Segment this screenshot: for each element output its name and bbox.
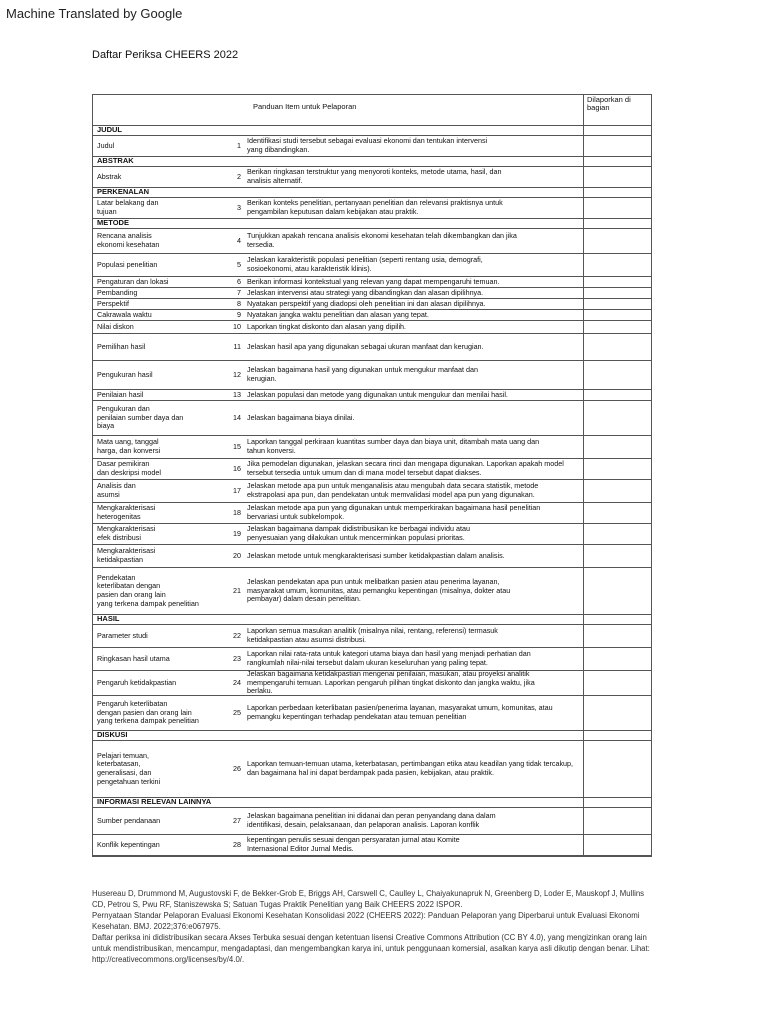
topic-label [97, 808, 219, 834]
item-guidance-line: Nyatakan jangka waktu penelitian dan alasan yang tepat. [247, 309, 429, 319]
table-row [93, 524, 651, 545]
topic-label-line: tujuan [97, 207, 117, 216]
item-guidance-line: Laporkan temuan-temuan utama, keterbatasan, pertimbangan etika atau keadilan yang tidak tercakup, [247, 759, 574, 769]
reported-cell [583, 321, 652, 333]
table-row [93, 648, 651, 671]
table-row [93, 198, 651, 219]
reported-cell [583, 524, 652, 544]
section-header [93, 798, 651, 808]
topic-label [97, 696, 219, 730]
item-number: 28 [233, 839, 241, 849]
item-guidance-line: dan bagaimana hal ini dapat berdampak pada pasien, kebijakan, atau praktik. [247, 768, 494, 777]
topic-label-line: asumsi [97, 490, 120, 499]
table-row [93, 808, 651, 835]
reported-cell [583, 167, 652, 187]
item-guidance-line: Berikan ringkasan terstruktur yang menyoroti konteks, metode utama, hasil, dan [247, 167, 502, 177]
topic-label-line: keterbatasan, [97, 759, 141, 769]
item-guidance [243, 568, 579, 614]
topic-label-line: Nilai diskon [97, 321, 134, 331]
item-number: 3 [237, 202, 241, 212]
reported-cell [583, 459, 652, 479]
topic-label [97, 671, 219, 695]
table-row [93, 288, 651, 299]
item-guidance [243, 229, 579, 253]
topic-label-line: Pengukuran dan [97, 404, 150, 414]
topic-label-line: Mengkarakterisasi [97, 524, 156, 534]
item-guidance [243, 277, 579, 287]
reported-cell [583, 229, 652, 253]
item-number: 9 [237, 309, 241, 319]
table-row [93, 229, 651, 254]
item-guidance [243, 741, 579, 797]
topic-label-line: ketidakpastian [97, 555, 143, 564]
item-guidance-line: bervariasi untuk subkelompok. [247, 512, 345, 521]
reported-cell [583, 361, 652, 389]
item-guidance-line: Jelaskan karakteristik populasi penelitian (seperti rentang usia, demografi, [247, 255, 483, 265]
item-number: 5 [237, 259, 241, 269]
topic-label [97, 321, 219, 333]
table-row [93, 625, 651, 648]
item-number: 7 [237, 287, 241, 297]
topic-label-line: Rencana analisis [97, 231, 152, 241]
topic-label [97, 524, 219, 544]
section-header [93, 731, 651, 741]
topic-label [97, 277, 219, 287]
topic-label-line: Pengaruh keterlibatan [97, 699, 168, 709]
topic-label-line: biaya [97, 421, 115, 431]
document-title: Daftar Periksa CHEERS 2022 [92, 49, 239, 61]
topic-label-line: Konflik kepentingan [97, 839, 160, 849]
topic-label-line: Judul [97, 140, 115, 150]
item-guidance-line: identifikasi, desain, pelaksanaan, dan pelaporan analisis. Laporan konflik [247, 820, 480, 829]
topic-label-line: Cakrawala waktu [97, 309, 152, 319]
table-row [93, 299, 651, 310]
topic-label [97, 390, 219, 400]
topic-label [97, 503, 219, 523]
item-number: 15 [233, 441, 241, 451]
topic-label-line: keterlibatan dengan [97, 581, 161, 591]
item-guidance-line: tahun konversi. [247, 446, 296, 455]
machine-translated-banner: Machine Translated by Google [6, 6, 183, 21]
item-guidance-line: Laporkan tanggal perkiraan kuantitas sumber daya dan biaya unit, ditambah mata uang dan [247, 437, 540, 447]
item-guidance [243, 835, 579, 855]
item-guidance [243, 625, 579, 647]
topic-label [97, 229, 219, 253]
table-row [93, 310, 651, 321]
item-guidance-line: pemangku kepentingan terhadap pendekatan atau temuan penelitian [247, 712, 467, 721]
item-guidance-line: Laporkan semua masukan analitik (misalnya nilai, rentang, referensi) termasuk [247, 626, 498, 636]
topic-label [97, 568, 219, 614]
reported-cell [583, 136, 652, 156]
item-guidance-line: Jelaskan populasi dan metode yang digunakan untuk mengukur dan menilai hasil. [247, 389, 508, 399]
item-guidance-line: Jika pemodelan digunakan, jelaskan secara rinci dan mengapa digunakan. Laporkan apakah model [247, 459, 564, 469]
item-guidance [243, 288, 579, 298]
topic-label-line: Dasar pemikiran [97, 459, 150, 469]
item-guidance-line: kerugian. [247, 374, 277, 383]
section-title: METODE [97, 218, 129, 227]
item-number: 11 [233, 341, 241, 351]
topic-label-line: Populasi penelitian [97, 259, 158, 269]
topic-label-line: Parameter studi [97, 630, 148, 640]
topic-label [97, 198, 219, 218]
reported-cell [583, 157, 652, 166]
topic-label-line: Mengkarakterisasi [97, 546, 156, 556]
checklist-table [92, 94, 652, 857]
section-header [93, 157, 651, 167]
item-guidance [243, 167, 579, 187]
reported-cell [583, 731, 652, 740]
item-guidance-line: pembayar) dalam desain penelitian. [247, 594, 361, 604]
topic-label-line: Pengukuran hasil [97, 369, 153, 379]
table-row [93, 334, 651, 361]
topic-label-line: Mengkarakterisasi [97, 503, 156, 513]
table-row [93, 361, 651, 390]
item-guidance-line: Identifikasi studi tersebut sebagai evaluasi ekonomi dan tentukan intervensi [247, 136, 488, 146]
item-guidance-line: yang dibandingkan. [247, 145, 310, 154]
item-guidance-line: Laporkan perbedaan keterlibatan pasien/penerima layanan, masyarakat umum, komunitas, atau [247, 703, 553, 713]
topic-label [97, 459, 219, 479]
item-number: 2 [237, 171, 241, 181]
item-number: 17 [233, 485, 241, 495]
topic-label-line: Perspektif [97, 298, 129, 308]
item-number: 8 [237, 298, 241, 308]
reported-cell [583, 648, 652, 670]
item-guidance [243, 503, 579, 523]
topic-label-line: dengan pasien dan orang lain [97, 707, 192, 717]
item-guidance-line: rangkumlah nilai-nilai tersebut dalam ukuran keseluruhan yang paling tepat. [247, 658, 488, 667]
topic-label [97, 310, 219, 320]
reported-cell [583, 615, 652, 624]
item-guidance [243, 436, 579, 458]
item-guidance-line: Jelaskan hasil apa yang digunakan sebagai ukuran manfaat dan kerugian. [247, 341, 484, 351]
topic-label [97, 741, 219, 797]
reported-cell [583, 219, 652, 228]
item-guidance-line: ekstrapolasi apa pun, dan pendekatan untuk memvalidasi model apa pun yang digunakan. [247, 490, 535, 499]
reported-cell [583, 299, 652, 309]
item-number: 27 [233, 815, 241, 825]
topic-label-line: Penilaian hasil [97, 389, 144, 399]
item-guidance-line: Jelaskan bagaimana hasil yang digunakan untuk mengukur manfaat dan [247, 365, 478, 375]
item-guidance-line: Berikan konteks penelitian, pertanyaan penelitian dan relevansi praktisnya untuk [247, 198, 503, 208]
item-guidance-line: Nyatakan perspektif yang diadopsi oleh penelitian ini dan alasan dipilihnya. [247, 298, 486, 308]
table-row [93, 167, 651, 188]
reported-cell [583, 568, 652, 614]
reported-cell [583, 671, 652, 695]
item-number: 26 [233, 763, 241, 773]
item-guidance-line: Berikan informasi kontekstual yang relevan yang dapat mempengaruhi temuan. [247, 276, 500, 286]
topic-label-line: Pengaruh ketidakpastian [97, 677, 177, 687]
table-row [93, 568, 651, 615]
item-number: 10 [233, 321, 241, 331]
item-guidance-line: penyesuaian yang dilakukan untuk mencerminkan populasi prioritas. [247, 533, 465, 542]
item-guidance [243, 524, 579, 544]
item-guidance-line: ketidakpastian atau asumsi distribusi. [247, 635, 367, 644]
item-number: 12 [233, 369, 241, 379]
references [92, 888, 652, 965]
table-row [93, 136, 651, 157]
topic-label [97, 136, 219, 156]
reported-cell [583, 480, 652, 502]
item-guidance [243, 390, 579, 400]
topic-label-line: penilaian sumber daya dan [97, 412, 184, 422]
reference-paragraph: Husereau D, Drummond M, Augustovski F, de Bekker-Grob E, Briggs AH, Carswell C, Caulley L, Chaiyakunapruk N, Greenberg D, Loder E, Mauskopf J, Mullins CD, Petrou S, Pwu RF, Staniszewska S; Satuan Tugas Praktik Penelitian yang Baik CHEERS 2022 ISPOR. [92, 889, 645, 909]
topic-label-line: pengetahuan terkini [97, 776, 161, 786]
item-guidance-line: Laporkan nilai rata-rata untuk kategori utama biaya dan hasil yang menjadi perhatian dan [247, 649, 531, 659]
reported-cell [583, 741, 652, 797]
table-row [93, 480, 651, 503]
topic-label [97, 648, 219, 670]
item-guidance-line: tersebut tersedia untuk umum dan di mana model tersebut dapat diakses. [247, 468, 482, 477]
topic-label-line: pasien dan orang lain [97, 590, 166, 599]
item-guidance [243, 480, 579, 502]
item-guidance-line: analisis alternatif. [247, 176, 303, 185]
item-guidance [243, 648, 579, 670]
topic-label-line: Pengaturan dan lokasi [97, 276, 169, 286]
item-guidance-line: Jelaskan bagaimana ketidakpastian mengenai penilaian, masukan, atau proyeksi analitik [247, 669, 530, 679]
topic-label [97, 361, 219, 389]
item-guidance-line: Jelaskan bagaimana penelitian ini didanai dan peran penyandang dana dalam [247, 811, 496, 821]
topic-label [97, 167, 219, 187]
reported-cell [583, 625, 652, 647]
item-guidance-line: Jelaskan bagaimana biaya dinilai. [247, 412, 355, 422]
reported-cell [583, 835, 652, 855]
table-row [93, 459, 651, 480]
topic-label [97, 334, 219, 360]
section-title: HASIL [97, 614, 120, 623]
section-title: ABSTRAK [97, 156, 134, 165]
item-guidance [243, 459, 579, 479]
topic-label [97, 401, 219, 435]
topic-label-line: Abstrak [97, 171, 122, 181]
topic-label-line: yang terkena dampak penelitian [97, 598, 199, 608]
topic-label [97, 835, 219, 855]
item-guidance-line: mempengaruhi temuan. Laporkan pengaruh pilihan tingkat diskonto dan jangka waktu, jika [247, 677, 535, 687]
header-reported-in: Dilaporkan di bagian [583, 95, 651, 125]
item-guidance [243, 136, 579, 156]
item-guidance [243, 299, 579, 309]
item-number: 16 [233, 463, 241, 473]
topic-label [97, 254, 219, 276]
item-guidance [243, 696, 579, 730]
item-guidance [243, 401, 579, 435]
reported-cell [583, 798, 652, 807]
item-guidance-line: kepentingan penulis sesuai dengan persyaratan jurnal atau Komite [247, 835, 460, 845]
item-guidance [243, 671, 579, 695]
topic-label-line: Ringkasan hasil utama [97, 653, 170, 663]
table-row [93, 390, 651, 401]
topic-label [97, 299, 219, 309]
item-guidance [243, 361, 579, 389]
item-guidance-line: Internasional Editor Jurnal Medis. [247, 844, 354, 853]
section-header [93, 219, 651, 229]
topic-label-line: efek distribusi [97, 533, 141, 542]
topic-label [97, 480, 219, 502]
topic-label-line: Pemilihan hasil [97, 341, 146, 351]
reported-cell [583, 334, 652, 360]
item-guidance-line: Jelaskan bagaimana dampak didistribusikan ke berbagai individu atau [247, 524, 470, 534]
reported-cell [583, 277, 652, 287]
table-row [93, 254, 651, 277]
topic-label-line: heterogenitas [97, 512, 141, 521]
section-title: INFORMASI RELEVAN LAINNYA [97, 797, 212, 806]
item-guidance-line: masyarakat umum, komunitas, atau pemangku kepentingan (misalnya, dokter atau [247, 585, 511, 595]
table-row [93, 277, 651, 288]
topic-label-line: harga, dan konversi [97, 446, 161, 455]
section-title: JUDUL [97, 125, 123, 134]
table-row [93, 696, 651, 731]
topic-label-line: Pembanding [97, 287, 138, 297]
item-number: 4 [237, 235, 241, 245]
topic-label [97, 436, 219, 458]
reported-cell [583, 545, 652, 567]
section-header [93, 615, 651, 625]
topic-label [97, 545, 219, 567]
reported-cell [583, 696, 652, 730]
topic-label [97, 625, 219, 647]
reported-cell [583, 188, 652, 197]
table-row [93, 436, 651, 459]
table-row [93, 321, 651, 334]
topic-label [97, 288, 219, 298]
table-row [93, 503, 651, 524]
item-guidance-line: sosioekonomi, atau karakteristik klinis). [247, 264, 372, 273]
item-number: 22 [233, 630, 241, 640]
item-guidance [243, 198, 579, 218]
item-number: 14 [233, 412, 241, 422]
reported-cell [583, 288, 652, 298]
item-guidance-line: Laporkan tingkat diskonto dan alasan yang dipilih. [247, 321, 407, 331]
topic-label-line: Sumber pendanaan [97, 815, 161, 825]
section-header [93, 188, 651, 198]
item-number: 18 [233, 507, 241, 517]
item-guidance [243, 321, 579, 333]
reported-cell [583, 390, 652, 400]
reported-cell [583, 198, 652, 218]
topic-label-line: generalisasi, dan [97, 768, 152, 777]
reference-paragraph: Pernyataan Standar Pelaporan Evaluasi Ekonomi Kesehatan Konsolidasi 2022 (CHEERS 2022): Panduan Pelaporan yang Diperbarui untuk Evaluasi Ekonomi Kesehatan. BMJ. 2022;376:e067975. [92, 911, 640, 931]
item-number: 23 [233, 653, 241, 663]
item-guidance [243, 808, 579, 834]
table-row [93, 835, 651, 856]
item-guidance-line: Tunjukkan apakah rencana analisis ekonomi kesehatan telah dikembangkan dan jika [247, 231, 517, 241]
topic-label-line: Pendekatan [97, 572, 136, 582]
table-row [93, 671, 651, 696]
header-item-guide: Panduan Item untuk Pelaporan [253, 102, 357, 111]
item-number: 6 [237, 276, 241, 286]
reported-cell [583, 808, 652, 834]
topic-label-line: Pelajari temuan, [97, 750, 149, 760]
reported-cell [583, 503, 652, 523]
table-row [93, 545, 651, 568]
section-title: PERKENALAN [97, 187, 150, 196]
reported-cell [583, 401, 652, 435]
table-header [93, 95, 651, 126]
reference-paragraph: Daftar periksa ini didistribusikan secara Akses Terbuka sesuai dengan ketentuan lisensi Creative Commons Attribution (CC BY 4.0), yang mengizinkan orang lain untuk mendistribusikan, mencampur, mengadaptasi, dan mengembangkan karya ini, untuk penggunaan komersial, asalkan karya asli dikutip dengan benar. Lihat: http://creativecommons.org/licenses/by/4.0/. [92, 933, 650, 964]
item-number: 1 [237, 140, 241, 150]
item-guidance-line: Jelaskan metode untuk mengkarakterisasi sumber ketidakpastian dalam analisis. [247, 550, 505, 560]
item-number: 24 [233, 677, 241, 687]
table-row [93, 401, 651, 436]
item-guidance [243, 334, 579, 360]
item-guidance-line: tersedia. [247, 240, 275, 249]
topic-label-line: dan deskripsi model [97, 468, 161, 477]
reported-cell [583, 436, 652, 458]
item-guidance-line: pengambilan keputusan dalam kebijakan atau praktik. [247, 207, 419, 216]
topic-label-line: Mata uang, tanggal [97, 437, 159, 447]
item-number: 19 [233, 528, 241, 538]
item-number: 25 [233, 707, 241, 717]
item-guidance-line: Jelaskan metode apa pun yang digunakan untuk memperkirakan bagaimana hasil penelitian [247, 503, 541, 513]
reported-cell [583, 126, 652, 135]
item-number: 13 [233, 389, 241, 399]
reported-cell [583, 254, 652, 276]
topic-label-line: yang terkena dampak penelitian [97, 716, 199, 726]
section-header [93, 126, 651, 136]
item-guidance-line: Jelaskan intervensi atau strategi yang dibandingkan dan alasan dipilihnya. [247, 287, 484, 297]
item-number: 21 [233, 585, 241, 595]
section-title: DISKUSI [97, 730, 128, 739]
item-guidance-line: Jelaskan pendekatan apa pun untuk melibatkan pasien atau penerima layanan, [247, 577, 500, 587]
item-guidance [243, 545, 579, 567]
item-guidance [243, 310, 579, 320]
topic-label-line: Analisis dan [97, 481, 136, 491]
item-number: 20 [233, 550, 241, 560]
item-guidance-line: berlaku. [247, 686, 273, 696]
topic-label-line: ekonomi kesehatan [97, 240, 160, 249]
item-guidance [243, 254, 579, 276]
item-guidance-line: Jelaskan metode apa pun untuk menganalisis atau mengubah data secara statistik, metode [247, 481, 539, 491]
topic-label-line: Latar belakang dan [97, 198, 159, 208]
reported-cell [583, 310, 652, 320]
table-row [93, 741, 651, 798]
